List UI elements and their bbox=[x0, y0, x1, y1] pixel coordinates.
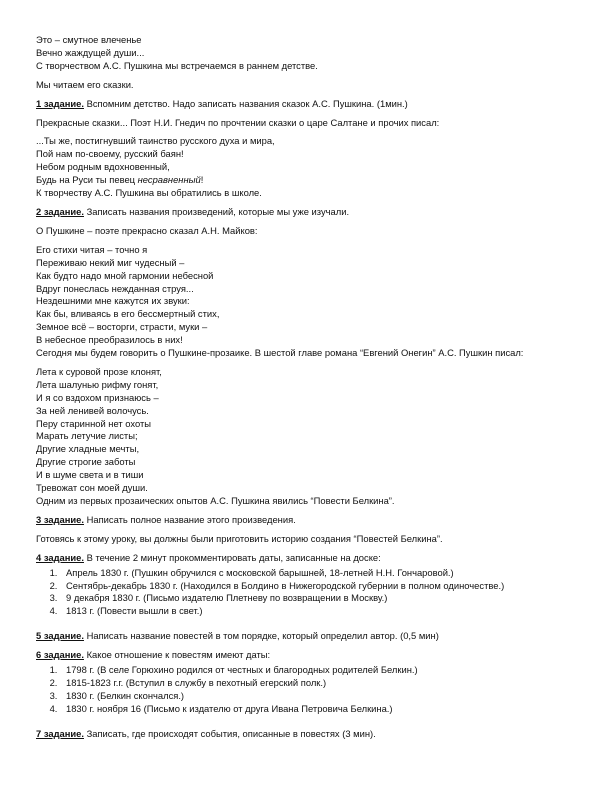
list-item: 3. 1830 г. (Белкин скончался.) bbox=[60, 690, 586, 703]
task-3 bbox=[36, 514, 586, 527]
poem-line bbox=[36, 174, 586, 187]
poem-line: В небесное преобразилось в них! bbox=[36, 334, 183, 346]
poem-line: Переживаю некий миг чудесный – bbox=[36, 256, 185, 268]
poem-text: Будь на Руси ты певец bbox=[36, 174, 138, 186]
poem-line: Земное всё – восторги, страсти, муки – bbox=[36, 321, 208, 333]
maikov-intro: О Пушкине – поэте прекрасно сказал А.Н. Майков: bbox=[36, 224, 258, 236]
reading-line: Мы читаем его сказки. bbox=[36, 78, 134, 90]
poem-line: Перу старинной нет охоты bbox=[36, 417, 152, 429]
intro-line: Это – смутное влеченье bbox=[36, 34, 142, 45]
task-6-label: 6 задание. bbox=[36, 649, 84, 661]
poem-line: К творчеству А.С. Пушкина вы обратились в школе. bbox=[36, 187, 262, 199]
task-6 bbox=[36, 649, 586, 662]
poem-line: Его стихи читая – точно я bbox=[36, 243, 148, 255]
task-4 bbox=[36, 552, 586, 565]
task-7-label: 7 задание. bbox=[36, 727, 84, 739]
intro-line: Вечно жаждущей души... bbox=[36, 46, 145, 58]
task-3-text: Написать полное название этого произведения. bbox=[83, 513, 296, 525]
poem-emphasis: несравненный bbox=[137, 174, 201, 186]
task-5-text: Написать название повестей в том порядке, который определил автор. (0,5 мин) bbox=[83, 630, 439, 642]
list-item: 4. 1830 г. ноября 16 (Письмо к издателю от друга Ивана Петровича Белкина.) bbox=[60, 703, 586, 716]
poem-line: Марать летучие листы; bbox=[36, 430, 138, 442]
gnedich-intro: Прекрасные сказки... Поэт Н.И. Гнедич по прочтении сказки о царе Салтане и прочих писал: bbox=[36, 116, 440, 128]
list-item: 4. 1813 г. (Повести вышли в свет.) bbox=[60, 605, 586, 618]
poem-line: Небом родным вдохновенный, bbox=[36, 161, 170, 173]
poem-line: И я со вздохом признаюсь – bbox=[36, 391, 159, 403]
task-1 bbox=[36, 98, 586, 111]
task-4-list bbox=[36, 567, 586, 619]
belkin-statement: Одним из первых прозаических опытов А.С. Пушкина явились “Повести Белкина”. bbox=[36, 495, 395, 506]
task-2-label: 2 задание. bbox=[36, 205, 84, 217]
poem-line: Тревожат сон моей души. bbox=[36, 482, 148, 494]
intro-line: С творчеством А.С. Пушкина мы встречаемся в раннем детстве. bbox=[36, 59, 318, 71]
task-7-text: Записать, где происходят события, описанные в повестях (3 мин). bbox=[83, 727, 376, 739]
poem-line: Как будто надо мной гармонии небесной bbox=[36, 269, 214, 281]
poem-line: Другие строгие заботы bbox=[36, 456, 136, 468]
task-2 bbox=[36, 206, 586, 219]
poem-line: Лета шалунью рифму гонят, bbox=[36, 378, 159, 390]
list-item: 1. 1798 г. (В селе Горюхино родился от честных и благородных родителей Белкин.) bbox=[60, 664, 586, 677]
poem-text: ! bbox=[200, 174, 204, 186]
task-5 bbox=[36, 630, 586, 643]
poem-line: Нездешними мне кажутся их звуки: bbox=[36, 295, 190, 307]
task-4-label: 4 задание. bbox=[36, 551, 84, 563]
task-6-list bbox=[36, 664, 586, 716]
poem-line: ...Ты же, постигнувший таинство русского духа и мира, bbox=[36, 135, 275, 147]
poem-line: Лета к суровой прозе клонят, bbox=[36, 365, 162, 377]
poem-line: Другие хладные мечты, bbox=[36, 443, 140, 455]
prepare-line: Готовясь к этому уроку, вы должны были приготовить историю создания “Повестей Белкина”. bbox=[36, 532, 443, 544]
list-item: 2. 1815-1823 г.г. (Вступил в службу в пехотный егерский полк.) bbox=[60, 677, 586, 690]
task-1-label: 1 задание. bbox=[36, 97, 84, 109]
list-item: 1. Апрель 1830 г. (Пушкин обручился с московской барышней, 18-летней Н.Н. Гончаровой.) bbox=[60, 567, 586, 580]
document-page bbox=[36, 34, 586, 741]
task-3-label: 3 задание. bbox=[36, 513, 84, 525]
poem-line: И в шуме света и в тиши bbox=[36, 469, 144, 481]
task-2-text: Записать названия произведений, которые мы уже изучали. bbox=[83, 205, 350, 217]
list-item: 3. 9 декабря 1830 г. (Письмо издателю Плетневу по возвращении в Москву.) bbox=[60, 592, 586, 605]
task-5-label: 5 задание. bbox=[36, 630, 84, 642]
prose-intro: Сегодня мы будем говорить о Пушкине-прозаике. В шестой главе романа “Евгений Онегин” А.С. Пушкин писал: bbox=[36, 347, 524, 359]
task-6-text: Какое отношение к повестям имеют даты: bbox=[83, 649, 271, 661]
task-4-text: В течение 2 минут прокомментировать даты, записанные на доске: bbox=[83, 551, 381, 563]
poem-line: Вдруг понеслась нежданная струя... bbox=[36, 282, 194, 294]
poem-line: Как бы, вливаясь в его бессмертный стих, bbox=[36, 308, 220, 320]
task-7 bbox=[36, 728, 586, 741]
task-1-text: Вспомним детство. Надо записать названия сказок А.С. Пушкина. (1мин.) bbox=[83, 97, 408, 109]
poem-line: За ней ленивей волочусь. bbox=[36, 404, 149, 416]
poem-line: Пой нам по-своему, русский баян! bbox=[36, 148, 184, 160]
list-item: 2. Сентябрь-декабрь 1830 г. (Находился в Болдино в Нижегородской губернии в полном одиночестве.) bbox=[60, 580, 586, 593]
